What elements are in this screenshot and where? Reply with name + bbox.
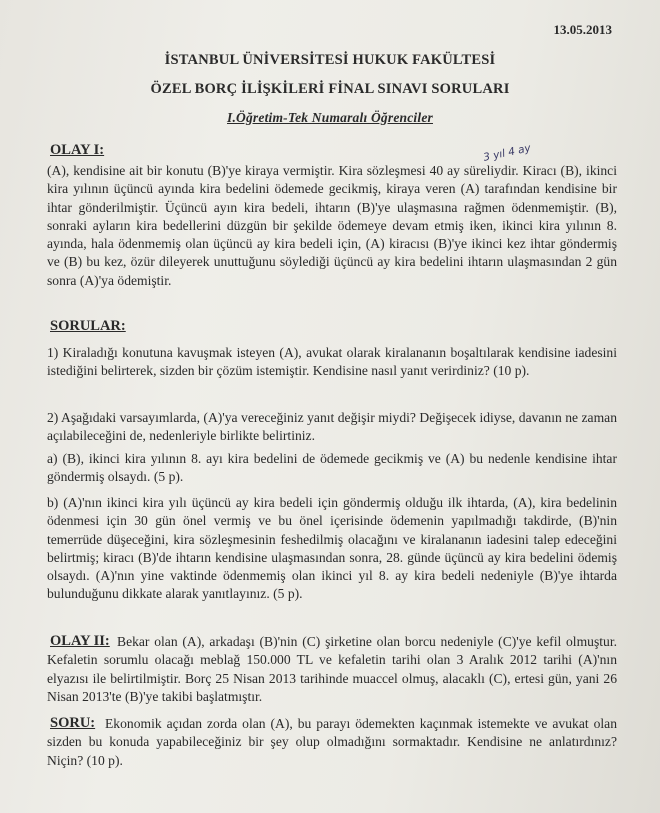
exam-date: 13.05.2013 — [553, 22, 612, 37]
question-2: 2) Aşağıdaki varsayımlarda, (A)'ya vereceğiniz yanıt değişir miydi? Değişecek idiyse, davanın ne zaman açılabileceğini de, nedenleriyle birlikte belirtiniz. — [47, 410, 617, 444]
question-2a: a) (B), ikinci kira yılının 8. ayı kira bedelini de ödemede gecikmiş ve (A) bu nedenle kendisine ihtar göndermiş olsaydı. (5 p). — [47, 451, 617, 485]
exam-title: ÖZEL BORÇ İLİŞKİLERİ FİNAL SINAVI SORULARI — [150, 81, 510, 97]
olay1-heading: OLAY I: — [50, 142, 105, 158]
olay2-text: Bekar olan (A), arkadaşı (B)'nin (C) şirketine olan borcu nedeniyle (C)'ye kefil olmuştur. Kefaletin sorumlu olacağı meblağ 150.000 TL ve kefaletin tarihi olan 3 Aralık 2012 tarihi (A)'nın elyazısı ile belirtilmiştir. Borç 25 Nisan 2013 tarihinde muaccel olmuş, alacaklı (C), ertesi gün, yani 26 Nisan 2013'te (B)'ye takibi başlatmıştır. — [47, 634, 617, 704]
sorular-heading: SORULAR: — [50, 318, 126, 334]
handwritten-note: 3 yıl 4 ay — [482, 142, 532, 164]
soru-text: Ekonomik açıdan zorda olan (A), bu parayı ödemekten kaçınmak istemekte ve avukat olan sizden bu konuda yapabileceğiniz bir şey olup olmadığını sormaktadır. Kendisine ne anlatırdınız? Niçin? (10 p). — [47, 716, 617, 768]
question-1: 1) Kiraladığı konutuna kavuşmak isteyen (A), avukat olarak kiralananın boşaltılarak kendisine iadesini istediğini belirterek, sizden bir çözüm istemiştir. Kendisine nasıl yanıt verirdiniz? (10 p). — [47, 345, 617, 379]
olay1-text: (A), kendisine ait bir konutu (B)'ye kiraya vermiştir. Kira sözleşmesi 40 ay süreliydir. Kiracı (B), ikinci kira yılının üçüncü ayında kira bedelini ödemede gecikmiş, kiraya veren (A) tarafından kendisine bir ihtar gönderilmiştir. Üçüncü ayın kira bedeli, ihtarın (B)'ye ulaşmasına rağmen ödenmemiştir. (B), sonraki ayların kira bedellerini düzgün bir şekilde ödemeye devam etmiş iken, ikinci kira yılının 8. ayında, hala ödenmemiş olan üçüncü ay kira bedeli için, (A) kiracısı (B)'ye ikinci kez ihtar göndermiş ve (B) bu kez, özür dileyerek unuttuğunu söylediği üçüncü ay kira bedelini ihtarın ulaşmasından 2 gün sonra (A)'ya ödemiştir. — [47, 163, 617, 288]
question-2b: b) (A)'nın ikinci kira yılı üçüncü ay kira bedeli için göndermiş olduğu ilk ihtarda, (A), kira bedelinin ödenmesi için 30 gün önel vermiş ve bu önel içerisinde ödemenin yapılmadığı takdirde, (B)'nin temerrüde düşeceğini, kira sözleşmesinin feshedilmiş olacağını ve kiralananın iadesini talep edeceğini belirtmiş; kiracı (B)'de ihtarın kendisine ulaşmasından sonra, 28. günde üçüncü ay kira bedelini ödemiş olsaydı. (A)'nın yine vaktinde ödenmemiş olan ikinci yıl 8. ay kira bedeli nedeniyle (B)'ye ihtarda bulunduğunu dikkate alarak yanıtlayınız. (5 p). — [47, 495, 617, 602]
olay2-heading: OLAY II: — [50, 633, 110, 649]
university-title: İSTANBUL ÜNİVERSİTESİ HUKUK FAKÜLTESİ — [164, 52, 496, 68]
student-group: I.Öğretim-Tek Numaralı Öğrenciler — [227, 110, 433, 125]
soru-heading: SORU: — [50, 715, 96, 731]
